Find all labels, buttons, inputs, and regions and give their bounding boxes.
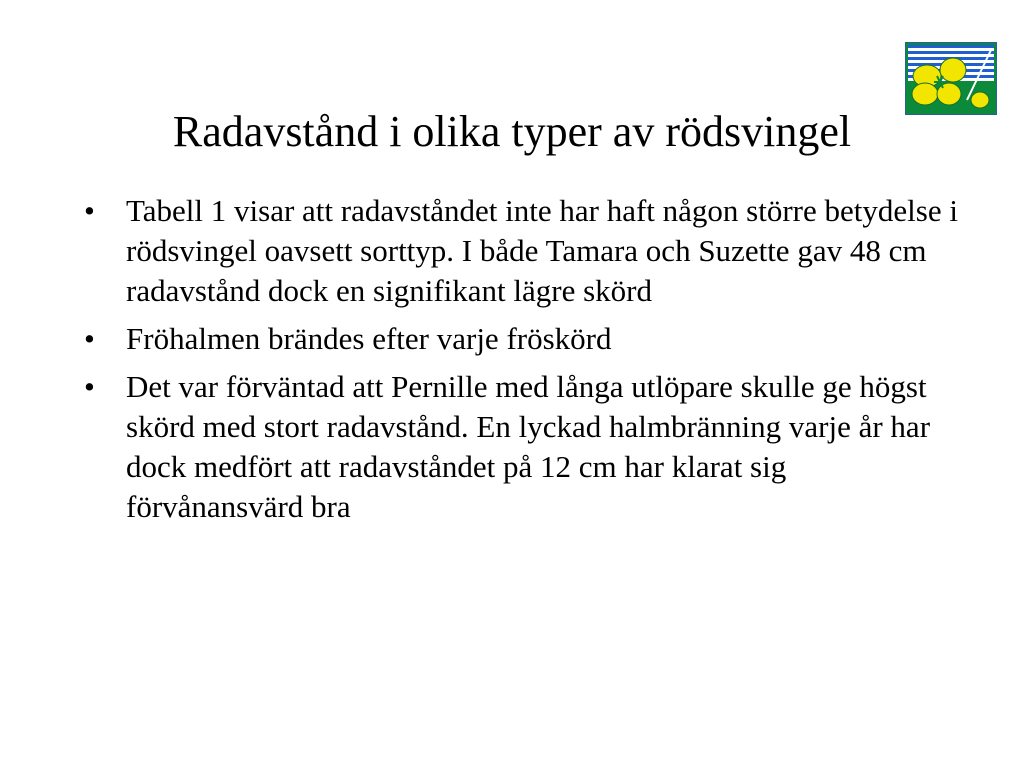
bullet-dot: • xyxy=(84,321,95,356)
bullet-text: Det var förväntad att Pernille med långa utlöpare skulle ge högst skörd med stort radavstånd. En lyckad halmbränning varje år har dock medfört att radavståndet på 12 cm har klarat sig förvånansvärd bra xyxy=(126,369,931,524)
slide-title: Radavstånd i olika typer av rödsvingel xyxy=(172,107,852,156)
bullet-text: Tabell 1 visar att radavståndet inte har haft någon större betydelse i rödsvingel oavsett sorttyp. I både Tamara och Suzette gav 48 cm radavstånd dock en signifikant lägre skörd xyxy=(126,193,958,308)
bullet-item xyxy=(84,367,964,527)
bullet-dot: • xyxy=(84,193,95,228)
bullet-item xyxy=(84,191,964,311)
bullet-text: Fröhalmen brändes efter varje fröskörd xyxy=(126,321,612,356)
bullet-dot: • xyxy=(84,369,95,404)
bullet-list xyxy=(84,191,964,535)
bullet-item xyxy=(84,319,964,359)
